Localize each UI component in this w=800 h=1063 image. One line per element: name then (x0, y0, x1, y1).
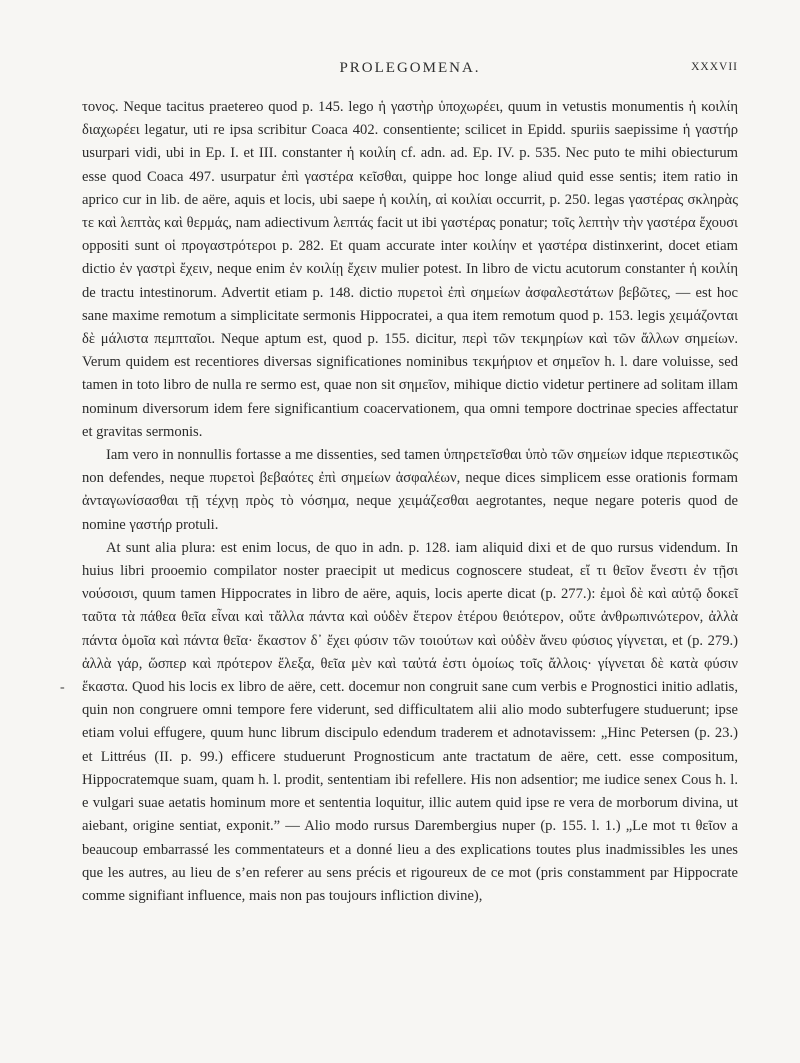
paragraph-3: At sunt alia plura: est enim locus, de quo in adn. p. 128. iam aliquid dixi et de quo rursus videndum. In huius libri prooemio compilator noster praecipit ut medicus cognoscere studeat, εἴ τι θεῖον ἔνεστι ἐν τῇσι νούσοισι, quum tamen Hippocrates in libro de aëre, aquis, locis aperte dicat (p. 277.): ἐμοὶ δὲ καὶ αὐτῷ δοκεῖ ταῦτα τὰ πάθεα θεῖα εἶναι καὶ τἄλλα πάντα καὶ οὐδὲν ἕτερον ἑτέρου θειότερον, οὔτε ἀνθρωπινώτερον, ἀλλὰ πάντα ὁμοῖα καὶ πάντα θεῖα· ἕκαστον δ᾽ ἔχει φύσιν τῶν τοιούτων καὶ οὐδὲν ἄνευ φύσιος γίγνεται, et (p. 279.) ἀλλὰ γάρ, ὥσπερ καὶ πρότερον ἔλεξα, θεῖα μὲν καὶ ταὐτά ἐστι ὁμοίως τοῖς ἄλλοις· γίγνεται δὲ κατὰ φύσιν ἕκαστα. Quod his locis ex libro de aëre, cett. docemur non congruit sane cum verbis e Prognostici initio adlatis, quin non congruere omni tempore fere viderunt, sed difficultatem alii alio modo subterfugere studuerunt; ipse etiam volui effugere, quum hunc librum discipulo edendum traderem et adnotavissem: „Hinc Petersen (p. 23.) et Littréus (II. p. 99.) efficere studuerunt Prognosticum ante tractatum de aëre, cett. esse compositum, Hippocratemque suam, quam h. l. prodit, sententiam ibi refellere. His non adsentior; me iudice senex Cous h. l. e vulgari suae aetatis hominum more et sententia loquitur, illic autem quid ipse re vera de morborum divina, ut aiebant, origine sentiat, exponit.” — Alio modo rursus Darembergius nuper (p. 155. l. 1.) „Le mot τι θεῖον a beaucoup embarrassé les commentateurs et a donné lieu a des explications toutes plus inadmissibles les unes que les autres, au lieu de s’en referer au sens précis et rigoureux de ce mot (pris constamment par Hippocrate comme signifiant influence, mais non pas toujours infliction divine), (82, 539, 738, 904)
running-title: PROLEGOMENA. (339, 60, 481, 76)
body-text (82, 96, 738, 908)
page-header (82, 60, 738, 84)
paragraph-2: Iam vero in nonnullis fortasse a me dissenties, sed tamen ὑπηρετεῖσθαι ὑπὸ τῶν σημείων idque περιεστικῶς non defendes, neque πυρετοὶ βεβαότες ἐπὶ σημείων ἀσφαλέων, neque dices simplicem esse orationis formam ἀνταγωνίσασθαι τῇ τέχνῃ πρὸς τὸ νόσημα, neque χειμάζεσθαι aegrotantes, neque negare poteris quod de nomine γαστήρ protuli. (82, 447, 738, 533)
paragraph-1: τονος. Neque tacitus praetereo quod p. 145. lego ἡ γαστὴρ ὑποχωρέει, quum in vetustis monumentis ἡ κοιλίη διαχωρέει legatur, uti re ipsa scribitur Coaca 402. consentiente; scilicet in Epidd. spuriis saepissime ἡ γαστήρ usurpari vidi, ubi in Ep. I. et III. constanter ἡ κοιλίη cf. adn. ad. Ep. IV. p. 535. Nec puto te mihi obiecturum esse quod Coaca 497. usurpatur ἐπὶ γαστέρα κεῖσθαι, quippe hoc longe aliud quid esse sentis; item ratio in aprico cur in lib. de aëre, aquis et locis, ubi saepe ἡ κοιλίη, αἱ κοιλίαι occurrit, p. 250. legas γαστέρας σκληρὰς τε καὶ λεπτὰς καὶ θερμάς, nam adiectivum λεπτάς facit ut ibi γαστέρας ponatur; τοῖς λεπτὴν τὴν γαστέρα ἔχουσι oppositi sunt οἱ προγαστρότεροι p. 282. Et quam accurate inter κοιλίην et γαστέρα distinxerint, docet etiam dictio ἐν γαστρὶ ἔχειν, neque enim ἐν κοιλίῃ ἔχειν mulier potest. In libro de victu acutorum constanter ἡ κοιλίη de tractu intestinorum. Advertit etiam p. 148. dictio πυρετοὶ ἐπὶ σημείων ἀσφαλεστάτων βεβῶτες, — est hoc sane maxime remotum a simplicitate sermonis Hippocratei, a qua item remotum quod p. 153. legis χειμάζονται δὲ μάλιστα πεμπταῖοι. Neque aptum est, quod p. 155. dicitur, περὶ τῶν τεκμηρίων καὶ τῶν ἄλλων σημείων. Verum quidem est recentiores diversas significationes nominibus τεκμήριον et σημεῖον h. l. dare voluisse, sed tamen in toto libro de nulla re sermo est, quae non sit σημεῖον, mihique dictio videtur pertinere ad solitam illam nominum diversorum idem fere significantium coacervationem, qua omni tempore doctrinae species affectatur et gravitas sermonis. (82, 99, 738, 440)
page-number: XXXVII (691, 61, 738, 73)
margin-mark: - (60, 680, 65, 695)
